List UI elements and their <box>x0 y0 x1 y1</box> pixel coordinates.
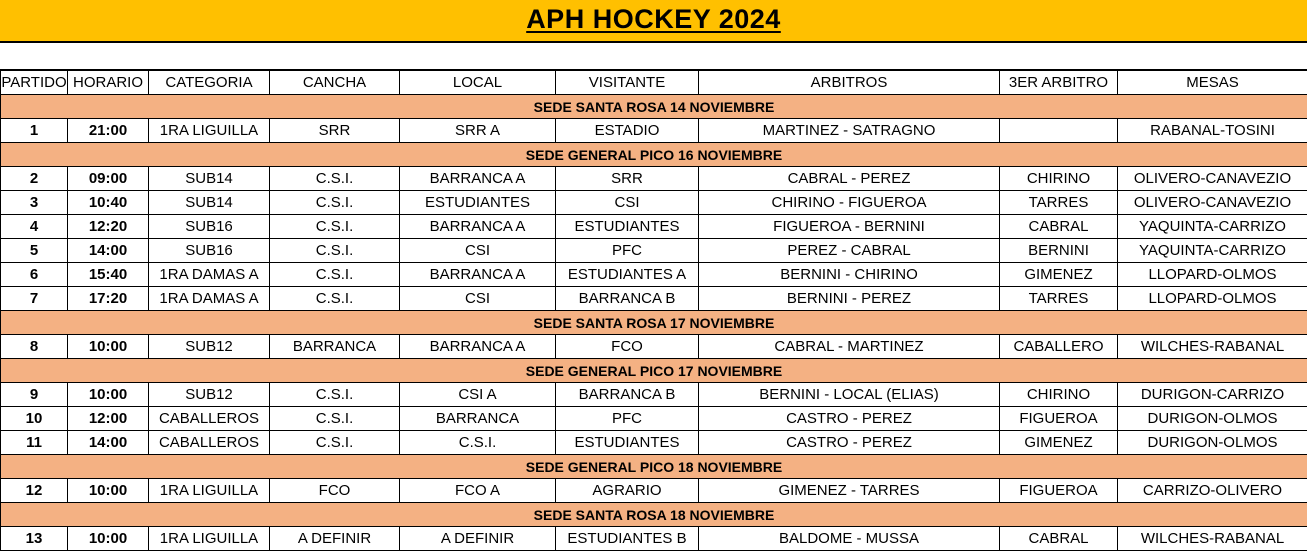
column-header: HORARIO <box>68 70 149 95</box>
home-team-cell: ESTUDIANTES <box>400 191 556 215</box>
schedule-table <box>0 69 1307 551</box>
away-team-cell: BARRANCA B <box>556 383 699 407</box>
page-title: APH HOCKEY 2024 <box>526 4 781 34</box>
referees-cell: CASTRO - PEREZ <box>699 407 1000 431</box>
referees-cell: MARTINEZ - SATRAGNO <box>699 119 1000 143</box>
third-referee-cell: TARRES <box>1000 287 1118 311</box>
field-cell: C.S.I. <box>270 407 400 431</box>
away-team-cell: ESTUDIANTES A <box>556 263 699 287</box>
third-referee-cell: CABALLERO <box>1000 335 1118 359</box>
third-referee-cell: CHIRINO <box>1000 383 1118 407</box>
third-referee-cell: FIGUEROA <box>1000 407 1118 431</box>
field-cell: C.S.I. <box>270 215 400 239</box>
match-time: 12:20 <box>68 215 149 239</box>
category-cell: 1RA LIGUILLA <box>149 527 270 551</box>
referees-cell: BALDOME - MUSSA <box>699 527 1000 551</box>
table-row <box>1 263 1307 287</box>
table-officials-cell: WILCHES-RABANAL <box>1118 335 1307 359</box>
away-team-cell: ESTADIO <box>556 119 699 143</box>
category-cell: SUB14 <box>149 167 270 191</box>
match-time: 15:40 <box>68 263 149 287</box>
away-team-cell: CSI <box>556 191 699 215</box>
match-time: 10:00 <box>68 383 149 407</box>
referees-cell: PEREZ - CABRAL <box>699 239 1000 263</box>
third-referee-cell: CHIRINO <box>1000 167 1118 191</box>
referees-cell: CHIRINO - FIGUEROA <box>699 191 1000 215</box>
match-time: 17:20 <box>68 287 149 311</box>
third-referee-cell: CABRAL <box>1000 527 1118 551</box>
table-row <box>1 167 1307 191</box>
table-row <box>1 191 1307 215</box>
column-header: VISITANTE <box>556 70 699 95</box>
away-team-cell: ESTUDIANTES <box>556 215 699 239</box>
match-number: 6 <box>1 263 68 287</box>
match-number: 10 <box>1 407 68 431</box>
match-number: 5 <box>1 239 68 263</box>
away-team-cell: AGRARIO <box>556 479 699 503</box>
match-number: 12 <box>1 479 68 503</box>
away-team-cell: ESTUDIANTES B <box>556 527 699 551</box>
third-referee-cell: TARRES <box>1000 191 1118 215</box>
match-time: 10:00 <box>68 479 149 503</box>
field-cell: C.S.I. <box>270 167 400 191</box>
field-cell: C.S.I. <box>270 431 400 455</box>
category-cell: 1RA DAMAS A <box>149 263 270 287</box>
table-row <box>1 119 1307 143</box>
referees-cell: CABRAL - MARTINEZ <box>699 335 1000 359</box>
table-row <box>1 407 1307 431</box>
match-time: 12:00 <box>68 407 149 431</box>
referees-cell: GIMENEZ - TARRES <box>699 479 1000 503</box>
table-row <box>1 527 1307 551</box>
venue-section-label: SEDE SANTA ROSA 18 NOVIEMBRE <box>1 503 1307 527</box>
home-team-cell: BARRANCA A <box>400 167 556 191</box>
table-row <box>1 287 1307 311</box>
column-header: ARBITROS <box>699 70 1000 95</box>
field-cell: C.S.I. <box>270 287 400 311</box>
table-officials-cell: YAQUINTA-CARRIZO <box>1118 215 1307 239</box>
column-header: CANCHA <box>270 70 400 95</box>
field-cell: C.S.I. <box>270 383 400 407</box>
home-team-cell: BARRANCA A <box>400 335 556 359</box>
table-officials-cell: CARRIZO-OLIVERO <box>1118 479 1307 503</box>
referees-cell: BERNINI - CHIRINO <box>699 263 1000 287</box>
match-number: 13 <box>1 527 68 551</box>
table-officials-cell: YAQUINTA-CARRIZO <box>1118 239 1307 263</box>
category-cell: 1RA LIGUILLA <box>149 479 270 503</box>
venue-section-row <box>1 143 1307 167</box>
field-cell: BARRANCA <box>270 335 400 359</box>
field-cell: FCO <box>270 479 400 503</box>
referees-cell: CASTRO - PEREZ <box>699 431 1000 455</box>
third-referee-cell <box>1000 119 1118 143</box>
table-row <box>1 239 1307 263</box>
category-cell: SUB12 <box>149 335 270 359</box>
home-team-cell: BARRANCA A <box>400 215 556 239</box>
match-number: 1 <box>1 119 68 143</box>
table-row <box>1 335 1307 359</box>
category-cell: CABALLEROS <box>149 407 270 431</box>
title-bar <box>0 0 1307 43</box>
category-cell: CABALLEROS <box>149 431 270 455</box>
match-number: 3 <box>1 191 68 215</box>
home-team-cell: BARRANCA A <box>400 263 556 287</box>
match-number: 2 <box>1 167 68 191</box>
column-header: 3ER ARBITRO <box>1000 70 1118 95</box>
venue-section-label: SEDE GENERAL PICO 16 NOVIEMBRE <box>1 143 1307 167</box>
table-row <box>1 383 1307 407</box>
field-cell: SRR <box>270 119 400 143</box>
home-team-cell: CSI <box>400 287 556 311</box>
venue-section-row <box>1 503 1307 527</box>
venue-section-row <box>1 311 1307 335</box>
column-header: LOCAL <box>400 70 556 95</box>
away-team-cell: SRR <box>556 167 699 191</box>
away-team-cell: ESTUDIANTES <box>556 431 699 455</box>
home-team-cell: SRR A <box>400 119 556 143</box>
table-officials-cell: LLOPARD-OLMOS <box>1118 263 1307 287</box>
match-number: 9 <box>1 383 68 407</box>
third-referee-cell: FIGUEROA <box>1000 479 1118 503</box>
away-team-cell: PFC <box>556 407 699 431</box>
match-number: 7 <box>1 287 68 311</box>
match-number: 4 <box>1 215 68 239</box>
match-time: 09:00 <box>68 167 149 191</box>
home-team-cell: A DEFINIR <box>400 527 556 551</box>
home-team-cell: C.S.I. <box>400 431 556 455</box>
table-officials-cell: OLIVERO-CANAVEZIO <box>1118 191 1307 215</box>
table-row <box>1 479 1307 503</box>
venue-section-row <box>1 455 1307 479</box>
venue-section-label: SEDE SANTA ROSA 14 NOVIEMBRE <box>1 95 1307 119</box>
home-team-cell: BARRANCA <box>400 407 556 431</box>
third-referee-cell: BERNINI <box>1000 239 1118 263</box>
away-team-cell: PFC <box>556 239 699 263</box>
table-row <box>1 431 1307 455</box>
column-header: PARTIDO <box>1 70 68 95</box>
referees-cell: BERNINI - PEREZ <box>699 287 1000 311</box>
category-cell: SUB16 <box>149 215 270 239</box>
column-header: CATEGORIA <box>149 70 270 95</box>
table-officials-cell: LLOPARD-OLMOS <box>1118 287 1307 311</box>
referees-cell: CABRAL - PEREZ <box>699 167 1000 191</box>
table-officials-cell: DURIGON-OLMOS <box>1118 407 1307 431</box>
table-officials-cell: RABANAL-TOSINI <box>1118 119 1307 143</box>
category-cell: 1RA LIGUILLA <box>149 119 270 143</box>
match-time: 10:40 <box>68 191 149 215</box>
away-team-cell: BARRANCA B <box>556 287 699 311</box>
venue-section-label: SEDE GENERAL PICO 18 NOVIEMBRE <box>1 455 1307 479</box>
venue-section-label: SEDE SANTA ROSA 17 NOVIEMBRE <box>1 311 1307 335</box>
third-referee-cell: CABRAL <box>1000 215 1118 239</box>
field-cell: C.S.I. <box>270 239 400 263</box>
table-officials-cell: DURIGON-OLMOS <box>1118 431 1307 455</box>
match-number: 8 <box>1 335 68 359</box>
referees-cell: BERNINI - LOCAL (ELIAS) <box>699 383 1000 407</box>
referees-cell: FIGUEROA - BERNINI <box>699 215 1000 239</box>
field-cell: C.S.I. <box>270 191 400 215</box>
home-team-cell: CSI <box>400 239 556 263</box>
table-officials-cell: DURIGON-CARRIZO <box>1118 383 1307 407</box>
match-time: 14:00 <box>68 431 149 455</box>
third-referee-cell: GIMENEZ <box>1000 431 1118 455</box>
category-cell: SUB16 <box>149 239 270 263</box>
match-time: 10:00 <box>68 335 149 359</box>
third-referee-cell: GIMENEZ <box>1000 263 1118 287</box>
match-time: 21:00 <box>68 119 149 143</box>
category-cell: 1RA DAMAS A <box>149 287 270 311</box>
table-officials-cell: WILCHES-RABANAL <box>1118 527 1307 551</box>
table-row <box>1 215 1307 239</box>
category-cell: SUB14 <box>149 191 270 215</box>
category-cell: SUB12 <box>149 383 270 407</box>
header-row <box>1 70 1307 95</box>
home-team-cell: CSI A <box>400 383 556 407</box>
match-time: 14:00 <box>68 239 149 263</box>
field-cell: A DEFINIR <box>270 527 400 551</box>
home-team-cell: FCO A <box>400 479 556 503</box>
match-time: 10:00 <box>68 527 149 551</box>
field-cell: C.S.I. <box>270 263 400 287</box>
away-team-cell: FCO <box>556 335 699 359</box>
venue-section-row <box>1 95 1307 119</box>
table-officials-cell: OLIVERO-CANAVEZIO <box>1118 167 1307 191</box>
venue-section-row <box>1 359 1307 383</box>
venue-section-label: SEDE GENERAL PICO 17 NOVIEMBRE <box>1 359 1307 383</box>
column-header: MESAS <box>1118 70 1307 95</box>
match-number: 11 <box>1 431 68 455</box>
